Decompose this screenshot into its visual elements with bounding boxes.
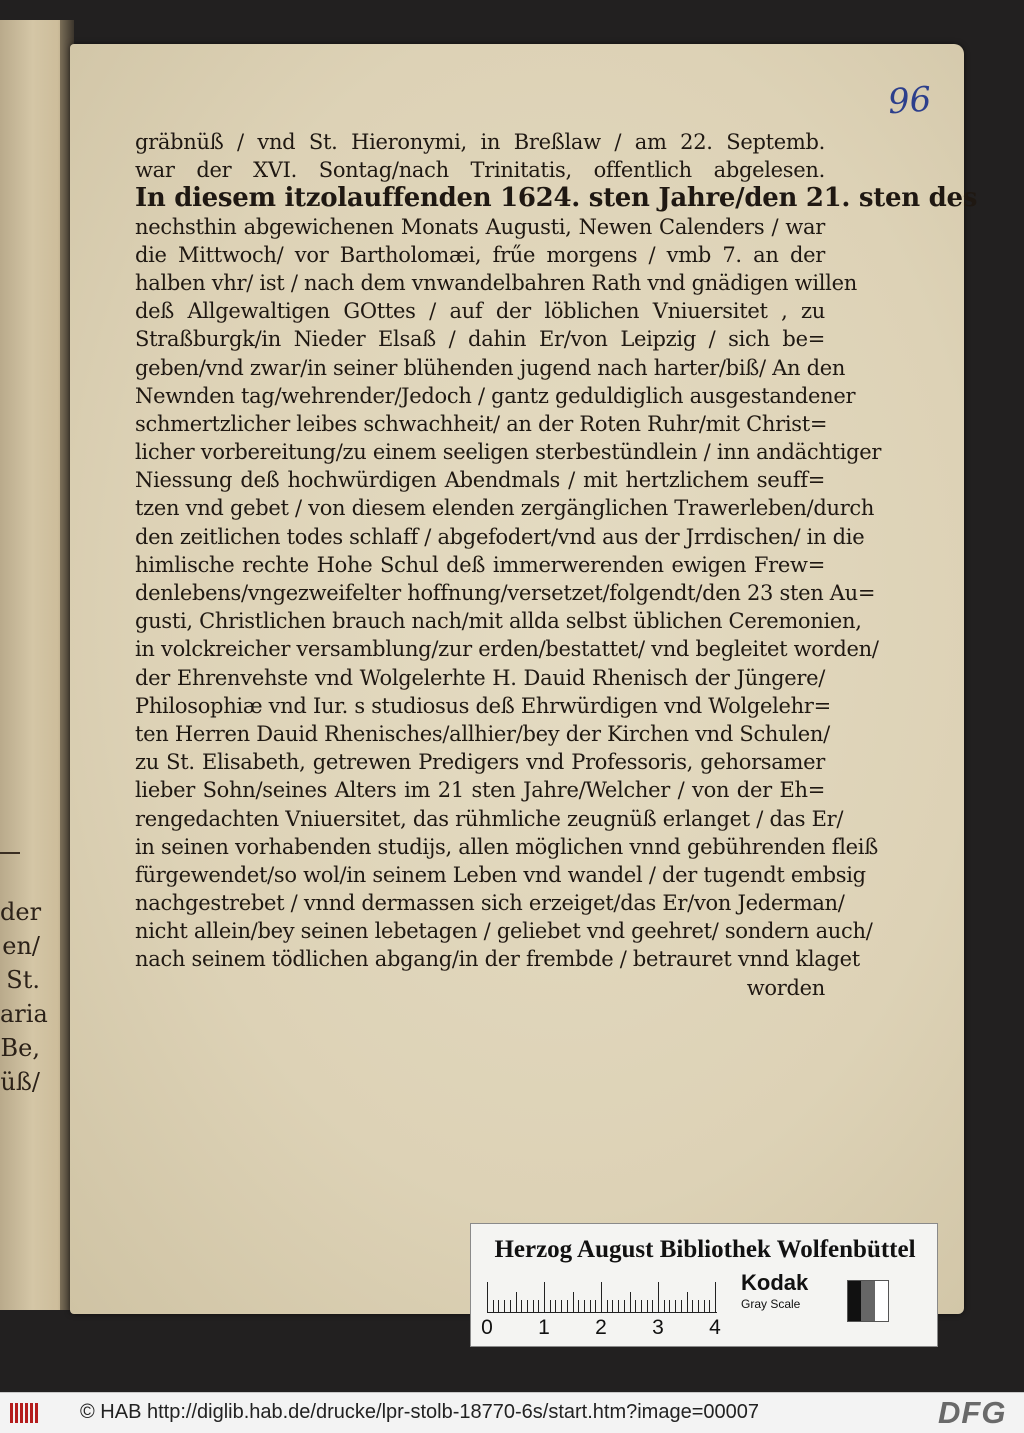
left-fragment: St. <box>6 966 40 994</box>
text-line: rengedachten Vniuersitet, das rühmliche zeugnüß erlanget / das Er/ <box>135 806 844 831</box>
page-text <box>135 128 978 1002</box>
text-line: licher vorbereitung/zu einem seeligen sterbestündlein / inn andächtiger <box>135 440 882 465</box>
text-line: worden <box>746 975 825 1000</box>
scale-number: 1 <box>538 1316 550 1339</box>
text-line: gräbnüß / vnd St. Hieronymi, in Breßlaw / am 22. Septemb. <box>135 130 825 154</box>
dfg-logo: DFG <box>938 1395 1007 1430</box>
left-page-rule <box>0 852 20 854</box>
left-fragment: der <box>0 898 42 926</box>
scale-tick <box>595 1300 596 1312</box>
kodak-logo: Kodak <box>741 1270 809 1295</box>
text-line: denlebens/vngezweifelter hoffnung/versetzet/folgendt/den 23 sten Au= <box>135 581 876 605</box>
text-line: in seinen vorhabenden studijs, allen möglichen vnnd gebührenden fleiß <box>135 834 878 859</box>
footer-link[interactable]: © HAB http://diglib.hab.de/drucke/lpr-stolb-18770-6s/start.htm?image=00007 <box>80 1401 760 1423</box>
scale-tick <box>573 1292 574 1312</box>
text-line: schmertzlicher leibes schwachheit/ an der Roten Ruhr/mit Christ= <box>135 411 828 436</box>
text-line: tzen vnd gebet / von diesem elenden zergänglichen Trawerleben/durch <box>135 496 875 521</box>
scale-tick <box>607 1300 608 1312</box>
left-fragment: aria <box>0 1000 48 1028</box>
scale-tick <box>647 1300 648 1312</box>
library-name: Herzog August Bibliothek Wolfenbüttel <box>494 1236 916 1263</box>
scale-tick <box>567 1300 568 1312</box>
scale-baseline <box>487 1312 717 1313</box>
text-line: war der XVI. Sontag/nach Trinitatis, offentlich abgelesen. <box>135 158 825 183</box>
scale-tick <box>618 1300 619 1312</box>
text-line: der Ehrenvehste vnd Wolgelerhte H. Dauid Rhenisch der Jüngere/ <box>135 665 825 690</box>
scale-tick <box>487 1282 488 1312</box>
scale-tick <box>516 1292 517 1312</box>
folio-number: 96 <box>886 79 933 123</box>
scale-tick <box>612 1300 613 1312</box>
scale-tick <box>687 1292 688 1312</box>
measurement-scale <box>481 1280 721 1340</box>
text-line: Straßburgk/in Nieder Elsaß / dahin Er/von Leipzig / sich be= <box>135 327 825 352</box>
scale-tick <box>550 1300 551 1312</box>
swatch-black <box>848 1281 861 1321</box>
scale-tick <box>493 1300 494 1312</box>
scale-tick <box>658 1282 659 1312</box>
scale-tick <box>601 1282 602 1312</box>
hab-logo-icon <box>10 1403 40 1423</box>
left-fragment: Be, <box>0 1034 40 1062</box>
text-line: gusti, Christlichen brauch nach/mit allda selbst üblichen Ceremonien, <box>135 609 862 634</box>
scale-tick <box>675 1300 676 1312</box>
scale-tick <box>561 1300 562 1312</box>
scale-tick <box>681 1300 682 1312</box>
gray-scale-swatches <box>847 1280 889 1322</box>
scale-tick <box>692 1300 693 1312</box>
text-line: ten Herren Dauid Rhenisches/allhier/bey der Kirchen vnd Schulen/ <box>135 721 830 746</box>
text-line: die Mittwoch/ vor Bartholomæi, frűe morgens / vmb 7. an der <box>135 242 825 267</box>
text-line: nach seinem tödlichen abgang/in der frembde / betrauret vnnd klaget <box>135 947 860 972</box>
scale-number: 4 <box>709 1316 721 1339</box>
swatch-white <box>875 1281 888 1321</box>
scale-number: 2 <box>595 1316 607 1339</box>
scale-tick <box>698 1300 699 1312</box>
text-line: Newnden tag/wehrender/Jedoch / gantz geduldiglich ausgestandener <box>135 383 856 408</box>
scale-tick <box>624 1300 625 1312</box>
library-label <box>470 1223 938 1347</box>
scale-tick <box>521 1300 522 1312</box>
scale-tick <box>704 1300 705 1312</box>
scale-tick <box>590 1300 591 1312</box>
left-fragment: üß/ <box>0 1068 40 1096</box>
scale-number: 3 <box>652 1316 664 1339</box>
text-line: den zeitlichen todes schlaff / abgefodert/vnd aus der Jrrdischen/ in die <box>135 524 865 549</box>
scale-tick <box>709 1300 710 1312</box>
scale-number: 0 <box>481 1316 493 1339</box>
scale-tick <box>544 1282 545 1312</box>
scale-tick <box>533 1300 534 1312</box>
text-line: zu St. Elisabeth, getrewen Predigers vnd Professoris, gehorsamer <box>135 750 825 775</box>
text-line: nachgestrebet / vnnd dermassen sich erzeiget/das Er/von Jederman/ <box>135 891 845 916</box>
scale-tick <box>527 1300 528 1312</box>
swatch-gray <box>861 1281 874 1321</box>
scale-tick <box>635 1300 636 1312</box>
text-line: Philosophiæ vnd Iur. s studiosus deß Ehrwürdigen vnd Wolgelehr= <box>135 693 831 718</box>
scale-tick <box>504 1300 505 1312</box>
scale-tick <box>664 1300 665 1312</box>
scale-tick <box>715 1282 716 1312</box>
text-line: himlische rechte Hohe Schul deß immerwerenden ewigen Frew= <box>135 552 825 577</box>
scale-tick <box>669 1300 670 1312</box>
text-line: geben/vnd zwar/in seiner blühenden jugend nach harter/biß/ An den <box>135 355 846 380</box>
scale-tick <box>510 1300 511 1312</box>
text-line: halben vhr/ ist / nach dem vnwandelbahren Rath vnd gnädigen willen <box>135 270 857 295</box>
text-line: nechsthin abgewichenen Monats Augusti, Newen Calenders / war <box>135 214 825 239</box>
scale-tick <box>555 1300 556 1312</box>
text-line: Niessung deß hochwürdigen Abendmals / mit hertzlichem seuff= <box>135 468 825 493</box>
scale-tick <box>584 1300 585 1312</box>
text-line: lieber Sohn/seines Alters im 21 sten Jahre/Welcher / von der Eh= <box>135 778 825 803</box>
scale-tick <box>641 1300 642 1312</box>
text-line: deß Allgewaltigen GOttes / auf der löblichen Vniuersitet , zu <box>135 299 825 324</box>
scale-tick <box>578 1300 579 1312</box>
left-fragment: en/ <box>2 932 40 960</box>
text-line: fürgewendet/so wol/in seinem Leben vnd wandel / der tugendt embsig <box>135 862 866 887</box>
text-line: nicht allein/bey seinen lebetagen / geliebet vnd geehret/ sondern auch/ <box>135 919 873 944</box>
text-line: In diesem itzolauffenden 1624. sten Jahre/den 21. sten des <box>135 183 978 214</box>
gray-scale-label: Gray Scale <box>741 1297 801 1311</box>
scale-tick <box>652 1300 653 1312</box>
scale-tick <box>630 1292 631 1312</box>
scale-tick <box>538 1300 539 1312</box>
scale-tick <box>498 1300 499 1312</box>
text-line: in volckreicher versamblung/zur erden/bestattet/ vnd begleitet worden/ <box>135 637 879 662</box>
footer-bar <box>0 1392 1024 1433</box>
